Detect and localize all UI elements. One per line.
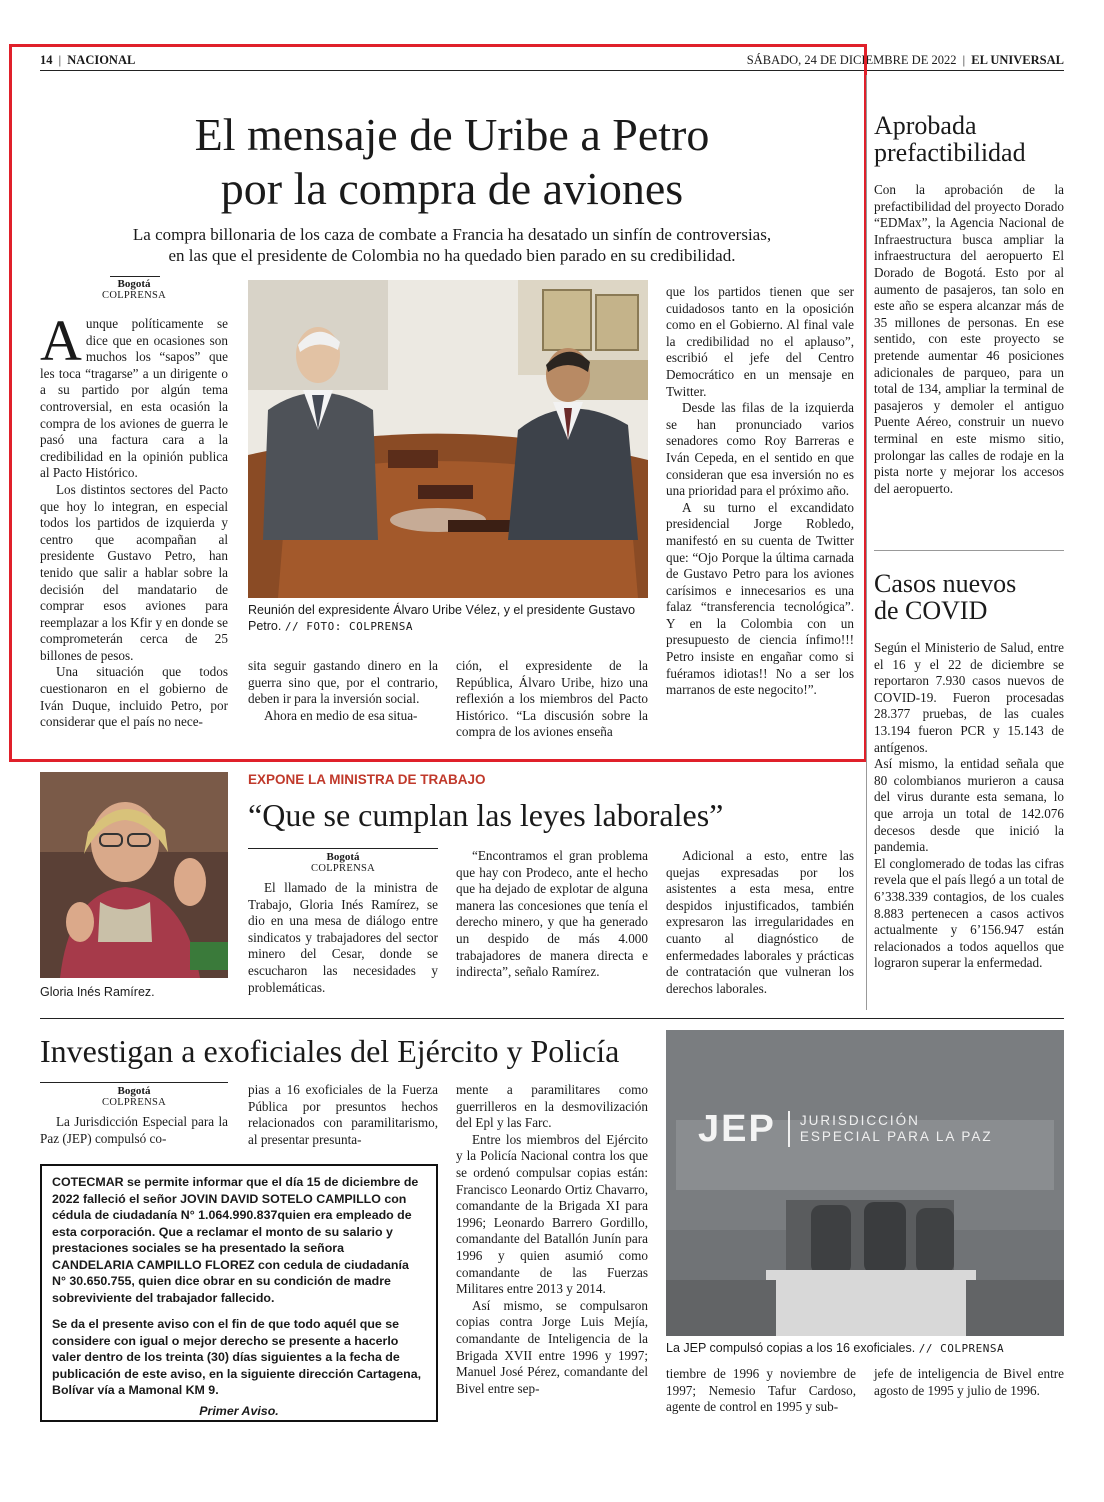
page-number: 14 — [40, 53, 53, 67]
photo-caption-main: Reunión del expresidente Álvaro Uribe Vélez, y el presidente Gustavo Petro. // FOTO: COLPRENSA — [248, 603, 636, 633]
labor-col2: “Encontramos el gran problema que hay con Prodeco, ante el hecho que ha dejado de explotar de alguna manera las concesiones que tenía el derecho minero, y que ha generado un despido de más 4.000 trabajadores de manera directa e indirecta”, señalo Ramírez. — [456, 848, 648, 980]
labor-byline: Bogotá COLPRENSA — [248, 848, 438, 875]
jep-logo-line2: ESPECIAL PARA LA PAZ — [799, 1129, 993, 1144]
photo-credit-main: // FOTO: COLPRENSA — [284, 620, 414, 633]
notice-paragraph-2: Se da el presente aviso con el fin de que todo aquél que se considere con igual o mejor derecho se presente a hacerlo valer dentro de los treinta (30) días siguientes a la fecha de publicación de este aviso, en la siguiente dirección Cartagena, Bolívar vía a Mamonal KM 9. — [52, 1317, 422, 1397]
sidebar-story1-text: Con la aprobación de la prefactibilidad del proyecto Dorado “EDMax”, la Agencia Nacional de Infraestructura busca ampliar la infraestructura del aeropuerto El Dorado de Bogotá. Esto por al aumento de pasajeros, tan solo en este año se espera alcanzar más de 35 millones de personas. En ese sentido, con este proyecto se pretende aumentar 46 posiciones adicionales de parqueo, para un total de 134, ampliar la terminal de pasajeros y demoler el antiguo Puente Aéreo, construir un nuevo terminal en este mismo sitio, prolongar las calles de rodaje en la pista norte y mejorar los accesos del aeropuerto. — [874, 182, 1064, 496]
labor-kicker: EXPONE LA MINISTRA DE TRABAJO — [248, 772, 486, 787]
cotecmar-notice — [40, 1164, 438, 1422]
labor-col1: El llamado de la ministra de Trabajo, Gloria Inés Ramírez, se dio en una mesa de diálogo entre sindicatos y trabajadores del sector minero del Cesar, donde se escucharon las necesidades y problemáticas. — [248, 880, 438, 995]
photo-gloria-ramirez — [40, 772, 228, 978]
labor-col3: Adicional a esto, entre las quejas expresadas por los asistentes a esta mesa, entre despidos injustificados, también expresaron las irregularidades en cuanto al diagnóstico de enfermedades laborales y prácticas de contratación que vulneran los derechos laborales. — [666, 848, 854, 996]
jep-logo-letters: JEP — [698, 1107, 776, 1150]
main-article-title: El mensaje de Uribe a Petro por la compra de aviones — [194, 109, 710, 214]
issue-date: SÁBADO, 24 DE DICIEMBRE DE 2022 — [746, 53, 957, 67]
newspaper-name: EL UNIVERSAL — [971, 53, 1064, 67]
notice-paragraph-1: COTECMAR se permite informar que el día 15 de diciembre de 2022 falleció el señor JOVIN DAVID SOTELO CAMPILLO con cédula de ciudadanía N° 1.064.990.837quien era empleado de esta corporación. Que a reclamar el monto de su salario y prestaciones sociales se ha presentado la señora CANDELARIA CAMPILLO FLOREZ con cedula de ciudadanía N° 30.650.755, quien dice obrar en su condición de madre sobreviviente del trabajador fallecido. — [52, 1175, 419, 1305]
jep-byline: Bogotá COLPRENSA — [40, 1082, 228, 1109]
labor-title: “Que se cumplan las leyes laborales” — [248, 797, 724, 833]
jep-col2: pias a 16 exoficiales de la Fuerza Pública por presuntos hechos relacionados con paramilitarismo, al presentar presunta- — [248, 1082, 438, 1147]
section-name: NACIONAL — [67, 53, 136, 67]
sidebar-story2-title: Casos nuevos de COVID — [874, 569, 1017, 625]
jep-col5: jefe de inteligencia de Bivel entre agosto de 1995 y julio de 1996. — [874, 1366, 1064, 1398]
photo-caption-jep: La JEP compulsó copias a los 16 exoficiales. // COLPRENSA — [666, 1341, 1005, 1355]
main-article-col4: que los partidos tienen que ser cuidadosos tanto en la oposición como en el Gobierno. Al final vale la credibilidad no el aplauso”, escribió el jefe del Centro Democrático en un mensaje en Twitter. Desde las filas de la izquierda se han pronunciado varios senadores como Roy Barreras e Iván Cepeda, en el sentido en que consideran que esa inversión no es una prioridad para el próximo año. A su turno el excandidato presidencial Jorge Robledo, manifestó en su cuenta de Twitter que: “Ojo Porque la última carnada de Gustavo Petro para los aviones carísimos e innecesarios es una falaz “transferencia tecnológica”. Y en la Colombia con un presupuesto de ciencia ínfimo!!! Petro insiste en engañar como si fuéramos idiotas!! No a ser los marranos de este negocito!”. — [666, 284, 854, 698]
main-article-col1: Aunque políticamente se dice que en ocasiones son muchos los “sapos” que les toca “tragarse” a un dirigente o a su partido por algún tema controversial, en esta ocasión la compra de los aviones de guerra le pasó una factura cara a la credibilidad en la opinión publica al Pacto Histórico. Los distintos sectores del Pacto que hoy lo integran, en especial todos los partidos de izquierda y centro que acompañan al presidente Gustavo Petro, han tenido que salir a hablar sobre la decisión del mandatario de comprar esos aviones para reemplazar a los Kfir y en donde se comprometerán cerca de 25 billones de pesos. Una situación que todos cuestionaron en el gobierno de Iván Duque, incluido Petro, por considerar que el país no nece- — [40, 308, 228, 730]
jep-logo — [698, 1104, 1038, 1154]
photo-jep-room — [666, 1030, 1064, 1336]
notice-signature: Primer Aviso. — [199, 1403, 279, 1418]
main-article-col3: ción, el expresidente de la República, Álvaro Uribe, hizo una reflexión a los miembros del Pacto Histórico. “La discusión sobre la compra de los aviones enseña — [456, 658, 648, 740]
jep-title: Investigan a exoficiales del Ejército y Policía — [40, 1033, 620, 1069]
page-header: 14 | NACIONAL SÁBADO, 24 DE DICIEMBRE DE 2022 | EL UNIVERSAL — [40, 53, 1064, 71]
jep-col3: mente a paramilitares como guerrilleros en la desmovilización del Epl y las Farc. Entre los miembros del Ejército y la Policía Nacional contra los que se ordenó compulsar copias están: Francisco Leonardo Ortiz Chavarro, comandante de la Brigada XI para 1996; Leonardo Barrero Gordillo, comandante del Batallón Junín para 1996 y quien asumió como comandante de las Fuerzas Militares entre 2013 y 2014. Así mismo, se compulsaron copias contra Jorge Luis Mejía, comandante de Inteligencia de la Brigada XVII entre 1996 y 1997; Manuel José Pérez, comandante del Bivel entre sep- — [456, 1082, 648, 1396]
main-article-byline: Bogotá COLPRENSA — [102, 278, 166, 301]
sidebar-story1-title: Aprobada prefactibilidad — [874, 111, 1026, 167]
photo-credit-jep: // COLPRENSA — [918, 1342, 1005, 1355]
jep-col4: tiembre de 1996 y noviembre de 1997; Nemesio Tafur Cardoso, agente de control en 1995 y sub- — [666, 1366, 856, 1415]
sidebar-story2-text: Según el Ministerio de Salud, entre el 16 y el 22 de diciembre se reportaron 7.930 casos nuevos de COVID-19. Fueron procesadas 28.377 pruebas, de las cuales 13.194 fueron PCR y 15.143 de antígenos. Así mismo, la entidad señala que 80 colombianos murieron a causa del virus durante esta semana, lo que arroja un total de 142.076 decesos desde que inició la pandemia. El conglomerado de todas las cifras revela que el país llegó a un total de 6’338.339 contagios, de los cuales 8.883 pertenecen a casos activos actualmente y 6’156.947 están relacionados a todos aquellos que lograron superar la enfermedad. — [874, 640, 1064, 971]
jep-logo-line1: JURISDICCIÓN — [799, 1113, 920, 1128]
highlight-frame — [9, 44, 867, 762]
main-article-subtitle: La compra billonaria de los caza de combate a Francia ha desatado un sinfín de controversias, en las que el presidente de Colombia no ha quedado bien parado en su credibilidad. — [132, 225, 772, 265]
photo-caption-gloria: Gloria Inés Ramírez. — [40, 985, 155, 999]
jep-col1: La Jurisdicción Especial para la Paz (JEP) compulsó co- — [40, 1114, 228, 1146]
main-article-col2: sita seguir gastando dinero en la guerra sino que, por el contrario, deben ir para la inversión social. Ahora en medio de esa situa- — [248, 658, 438, 723]
